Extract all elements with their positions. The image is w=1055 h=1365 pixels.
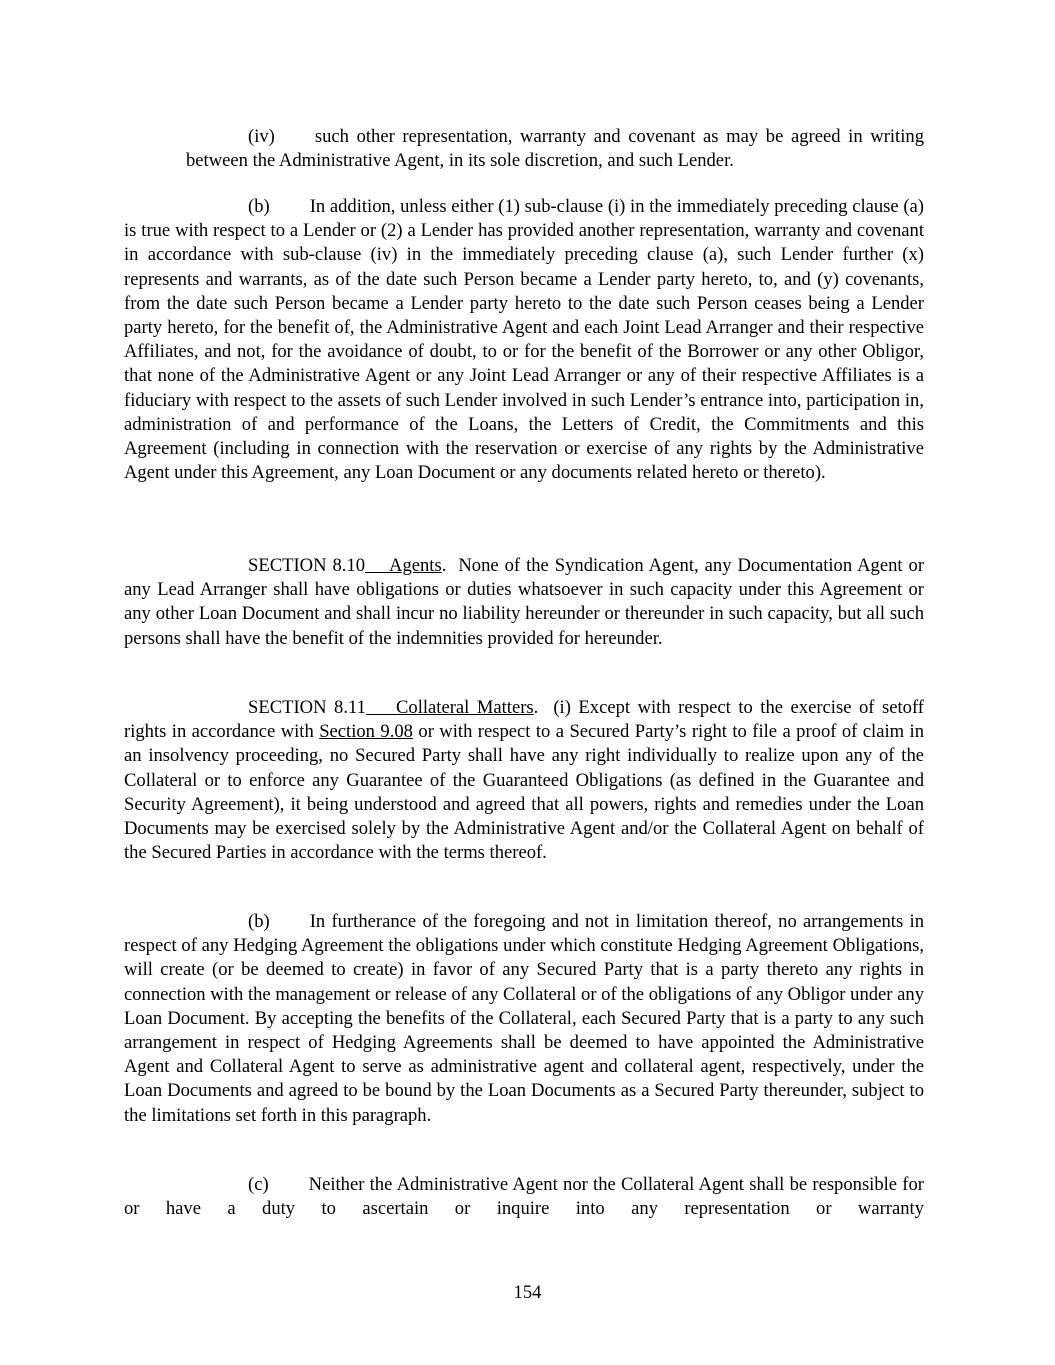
page-number: 154 <box>513 1282 542 1303</box>
paragraph-label: (c) <box>248 1174 269 1195</box>
section-8-10: SECTION 8.10 Agents. None of the Syndication Agent, any Documentation Agent or any Lead Arranger shall have obligations or duties whatsoever in such capacity under this Agreement or any other Loan Document and shall incur no liability hereunder or thereunder in such capacity, but all such persons shall have the benefit of the indemnities provided for hereunder. <box>124 555 925 649</box>
section-9-08-link[interactable]: Section 9.08 <box>319 721 413 743</box>
paragraph-label: (b) <box>248 911 270 932</box>
paragraph-b-hedging <box>124 910 924 1128</box>
paragraph-text: In addition, unless either (1) sub-clause (i) in the immediately preceding clause (a) is true with respect to a Lender or (2) a Lender has provided another representation, warranty and covenant in accordance with sub-clause (iv) in the immediately preceding clause (a), such Lender further (x) represents and warrants, as of the date such Person became a Lender party hereto, to, and (y) covenants, from the date such Person became a Lender party hereto to the date such Person ceases being a Lender party hereto, for the benefit of, the Administrative Agent and each Joint Lead Arranger and their respective Affiliates, and not, for the avoidance of doubt, to or for the benefit of the Borrower or any other Obligor, that none of the Administrative Agent or any Joint Lead Arranger or any of their respective Affiliates is a fiduciary with respect to the assets of such Lender involved in such Lender’s entrance into, participation in, administration of and performance of the Loans, the Letters of Credit, the Commitments and this Agreement (including in connection with the reservation or exercise of any rights by the Administrative Agent under this Agreement, any Loan Document or any documents related hereto or thereto). <box>124 196 924 484</box>
section-heading-gap <box>365 555 389 576</box>
section-heading: Agents <box>389 555 442 576</box>
paragraph-label: (iv) <box>248 126 275 147</box>
paragraph-text: In furtherance of the foregoing and not in limitation thereof, no arrangements in respect of any Hedging Agreement the obligations under which constitute Hedging Agreement Obligations, will create (or be deemed to create) in favor of any Secured Party that is a party thereto any rights in connection with the management or release of any Collateral or of the obligations of any Obligor under any Loan Document. By accepting the benefits of the Collateral, each Secured Party that is a party to any such arrangement in respect of Hedging Agreements shall be deemed to have appointed the Administrative Agent and Collateral Agent to serve as administrative agent and collateral agent, respectively, under the Loan Documents and agreed to be bound by the Loan Documents as a Secured Party thereunder, subject to the limitations set forth in this paragraph. <box>124 911 924 1126</box>
paragraph-text: Neither the Administrative Agent nor the Collateral Agent shall be responsible for or have a duty to ascertain or inquire into any representation or warranty <box>124 1174 924 1220</box>
section-text: None of the Syndication Agent, any Documentation Agent or any Lead Arranger shall have obligations or duties whatsoever in such capacity under this Agreement or any other Loan Document and shall incur no liability hereunder or thereunder in such capacity, but all such persons shall have the benefit of the indemnities provided for hereunder. <box>124 555 925 649</box>
section-heading: Collateral Matters <box>396 697 534 718</box>
section-number: SECTION 8.10 <box>248 555 366 576</box>
paragraph-c <box>124 1173 924 1221</box>
section-number: SECTION 8.11 <box>248 697 366 718</box>
section-text-part1: (i) Except with respect to the exercise of setoff rights in accordance with <box>124 697 924 743</box>
section-text-part2: or with respect to a Secured Party’s right to file a proof of claim in an insolvency proceeding, no Secured Party shall have any right individually to realize upon any of the Collateral or to enforce any Guarantee of the Guaranteed Obligations (as defined in the Guarantee and Security Agreement), it being understood and agreed that all powers, rights and remedies under the Loan Documents may be exercised solely by the Administrative Agent and/or the Collateral Agent on behalf of the Secured Parties in accordance with the terms thereof. <box>124 721 924 864</box>
section-heading-gap <box>366 697 396 718</box>
paragraph-label: (b) <box>248 196 270 217</box>
section-8-11: SECTION 8.11 Collateral Matters. (i) Except with respect to the exercise of setoff rights in accordance with Section 9.08 or with respect to a Secured Party’s right to file a proof of claim in an insolvency proceeding, no Secured Party shall have any right individually to realize upon any of the Collateral or to enforce any Guarantee of the Guaranteed Obligations (as defined in the Guarantee and Security Agreement), it being understood and agreed that all powers, rights and remedies under the Loan Documents may be exercised solely by the Administrative Agent and/or the Collateral Agent on behalf of the Secured Parties in accordance with the terms thereof. <box>124 697 924 864</box>
paragraph-b-representations <box>124 195 924 485</box>
paragraph-iv <box>186 125 924 173</box>
paragraph-text: such other representation, warranty and covenant as may be agreed in writing between the Administrative Agent, in its sole discretion, and such Lender. <box>186 126 924 172</box>
